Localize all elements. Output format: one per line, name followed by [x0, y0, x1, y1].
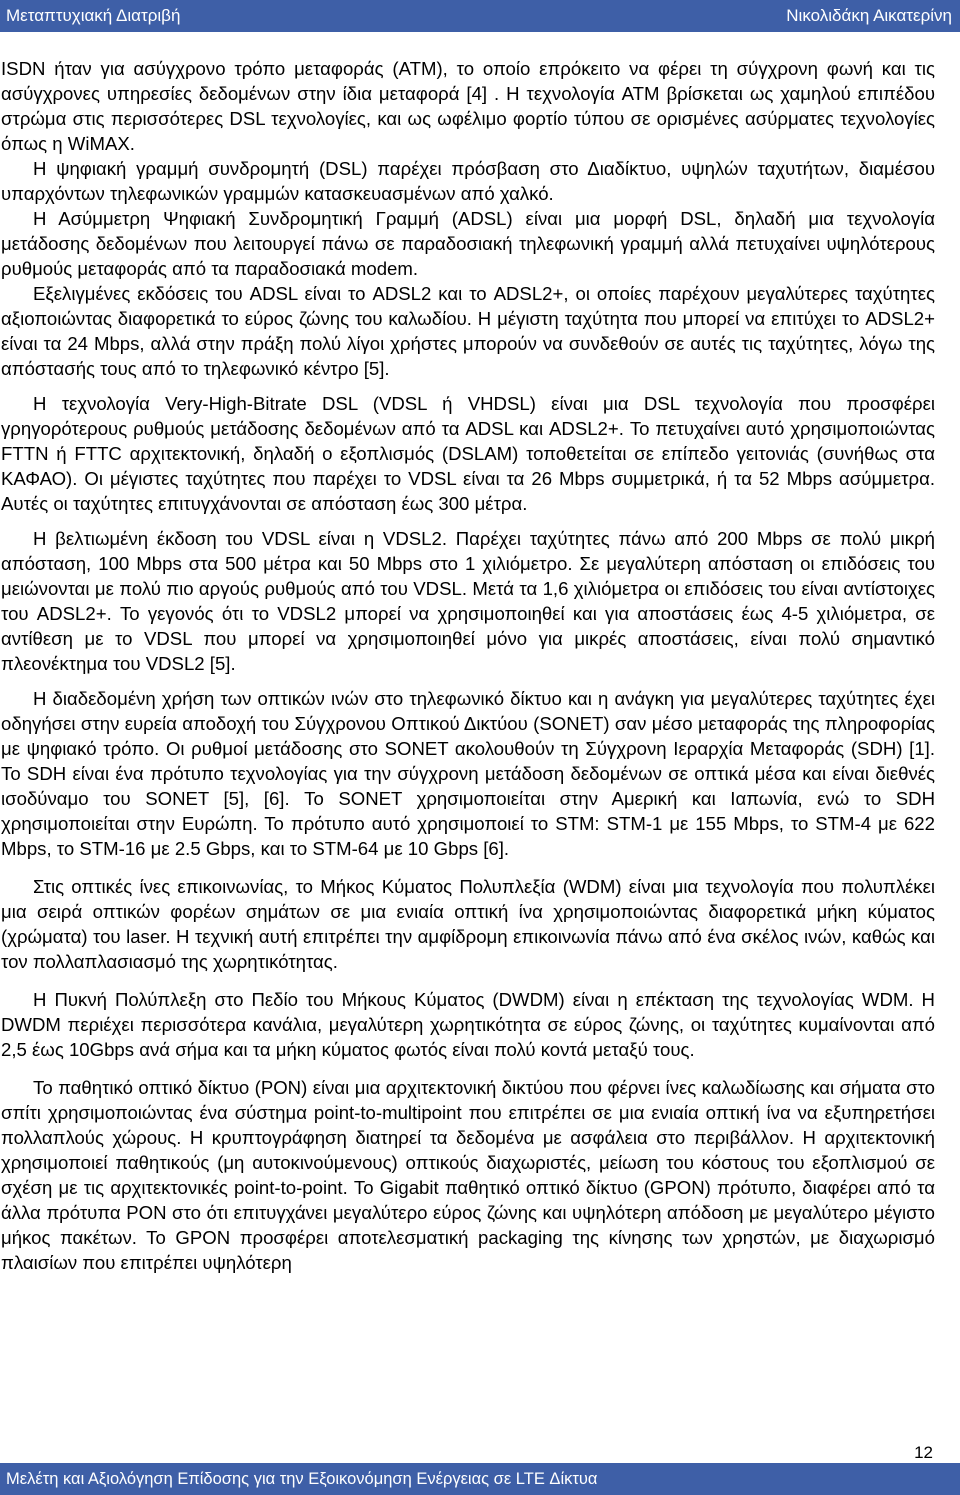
paragraph: ISDN ήταν για ασύγχρονο τρόπο μεταφοράς (ΑΤΜ), το οποίο επρόκειτο να φέρει τη σύγχρονη φωνή και τις ασύγχρονες υπηρεσίες δεδομένων στην ίδια μεταφορά [4] . Η τεχνολογία ATM βρίσκεται ως χαμηλού επιπέδου στρώμα στις περισσότερες DSL τεχνολογίες, και ως ωφέλιμο φορτίο τύπου σε ορισμένες ασύρματες τεχνολογίες όπως η WiMAX. [1, 58, 935, 154]
header-title-left: Μεταπτυχιακή Διατριβή [6, 6, 181, 25]
paragraph: Η Πυκνή Πολύπλεξη στο Πεδίο του Μήκους Κύματος (DWDM) είναι η επέκταση της τεχνολογίας WDM. Η DWDM περιέχει περισσότερα κανάλια, μεγαλύτερη χωρητικότητα σε εύρος ζώνης, οι ταχύτητες κυμαίνονται από 2,5 έως 10Gbps ανά σήμα και τα μήκη κύματος φωτός είναι πολύ κοντά μεταξύ τους. [1, 989, 935, 1060]
page-footer [0, 1463, 960, 1495]
paragraph: Η βελτιωμένη έκδοση του VDSL είναι η VDSL2. Παρέχει ταχύτητες πάνω από 200 Mbps σε πολύ μικρή απόσταση, 100 Mbps στα 500 μέτρα και 50 Mbps στο 1 χιλιόμετρο. Σε μεγαλύτερη απόσταση οι επιδόσεις του μειώνονται με πολύ πιο αργούς ρυθμούς από του VDSL. Μετά τα 1,6 χιλιόμετρα οι επιδόσεις του είναι αντίστοιχες του ADSL2+. Το γεγονός ότι το VDSL2 μπορεί να χρησιμοποιηθεί και για αποστάσεις έως 4-5 χιλιόμετρα, σε αντίθεση με το VDSL που μπορεί να χρησιμοποιηθεί μόνο για μικρές αποστάσεις, είναι πολύ σημαντικό πλεονέκτημα του VDSL2 [5]. [1, 528, 935, 674]
paragraph: Η ψηφιακή γραμμή συνδρομητή (DSL) παρέχει πρόσβαση στο Διαδίκτυο, υψηλών ταχυτήτων, διαμέσου υπαρχόντων τηλεφωνικών γραμμών κατασκευασμένων από χαλκό. [1, 158, 935, 204]
paragraph: Το παθητικό οπτικό δίκτυο (PON) είναι μια αρχιτεκτονική δικτύου που φέρνει ίνες καλωδίωσης και σήματα στο σπίτι χρησιμοποιώντας ένα σύστημα point-to-multipoint που επιτρέπει σε μια ενιαία οπτική ίνα να εξυπηρετήσει πολλαπλούς χώρους. Η κρυπτογράφηση διατηρεί τα δεδομένα με ασφάλεια στο περιβάλλον. Η αρχιτεκτονική χρησιμοποιεί παθητικούς (μη αυτοκινούμενους) οπτικούς διαχωριστές, μείωση του κόστους του εξοπλισμού σε σχέση με τις αρχιτεκτονικές point-to-point. Το Gigabit παθητικό οπτικό δίκτυο (GPON) πρότυπο, διαφέρει από τα άλλα πρότυπα PON στο ότι επιτυγχάνει μεγαλύτερο εύρος ζώνης και υψηλότερη απόδοση με μεγαλύτερο μέγιστο μήκος πακέτων. Το GPON προσφέρει αποτελεσματική packaging της κίνησης των χρηστών, με διαχωρισμό πλαισίων που επιτρέπει υψηλότερη [1, 1077, 935, 1273]
page-number: 12 [914, 1443, 933, 1462]
header-author-right: Νικολιδάκη Αικατερίνη [786, 6, 952, 25]
paragraph: Η διαδεδομένη χρήση των οπτικών ινών στο τηλεφωνικό δίκτυο και η ανάγκη για μεγαλύτερες ταχύτητες έχει οδηγήσει στην ευρεία αποδοχή του Σύγχρονου Οπτικού Δικτύου (SONET) σαν μέσο μεταφοράς της πληροφορίας με ψηφιακό τρόπο. Οι ρυθμοί μετάδοσης στο SONET ακολουθούν τη Σύγχρονη Ιεραρχία Μεταφοράς (SDH) [1]. Το SDH είναι ένα πρότυπο τεχνολογίας για την σύγχρονη μετάδοση δεδομένων σε οπτικά μέσα και είναι διεθνές ισοδύναμο του SONET [5], [6]. Το SONET χρησιμοποιείται στην Αμερική και Ιαπωνία, ενώ το SDH χρησιμοποιείται στην Ευρώπη. Το πρότυπο αυτό χρησιμοποιεί το STM: STM-1 με 155 Mbps, το STM-4 με 622 Mbps, το STM-16 με 2.5 Gbps, και το STM-64 με 10 Gbps [6]. [1, 688, 935, 859]
paragraph: Η τεχνολογία Very-High-Bitrate DSL (VDSL ή VHDSL) είναι μια DSL τεχνολογία που προσφέρει γρηγορότερους ρυθμούς μετάδοσης δεδομένων από τα ADSL και ADSL2+. Το πετυχαίνει αυτό χρησιμοποιώντας FTTN ή FTTC αρχιτεκτονική, δηλαδή ο εξοπλισμός (DSLAM) τοποθετείται σε επίπεδο γειτονιάς (συνήθως στα ΚΑΦΑΟ). Οι μέγιστες ταχύτητες που παρέχει το VDSL είναι τα 26 Mbps συμμετρικά, ή τα 52 Mbps ασύμμετρα. Αυτές οι ταχύτητες επιτυγχάνονται σε απόσταση έως 300 μέτρα. [1, 393, 935, 514]
paragraph: Η Ασύμμετρη Ψηφιακή Συνδρομητική Γραμμή (ADSL) είναι μια μορφή DSL, δηλαδή μια τεχνολογία μετάδοσης δεδομένων που λειτουργεί πάνω σε παραδοσιακή τηλεφωνική γραμμή αλλά πετυχαίνει υψηλότερους ρυθμούς μεταφοράς από τα παραδοσιακά modem. [1, 208, 935, 279]
paragraph: Στις οπτικές ίνες επικοινωνίας, το Μήκος Κύματος Πολυπλεξία (WDM) είναι μια τεχνολογία που πολυπλέκει μια σειρά οπτικών φορέων σημάτων σε μια ενιαία οπτική ίνα χρησιμοποιώντας διαφορετικά μήκη κύματος (χρώματα) του laser. Η τεχνική αυτή επιτρέπει την αμφίδρομη επικοινωνία πάνω από ένα σκέλος ινών, καθώς και τον πολλαπλασιασμό της χωρητικότητας. [1, 876, 935, 972]
footer-title: Μελέτη και Αξιολόγηση Επίδοσης για την Εξοικονόμηση Ενέργειας σε LTE Δίκτυα [6, 1469, 598, 1488]
page-header [0, 0, 960, 32]
document-body [1, 56, 935, 1275]
paragraph: Εξελιγμένες εκδόσεις του ADSL είναι το ADSL2 και το ADSL2+, οι οποίες παρέχουν μεγαλύτερες ταχύτητες αξιοποιώντας διαφορετικά το εύρος ζώνης του καλωδίου. Η μέγιστη ταχύτητα που μπορεί να επιτύχει το ADSL2+ είναι τα 24 Mbps, αλλά στην πράξη πολύ λίγοι χρήστες μπορούν να συνδεθούν σε αυτές τις ταχύτητες, λόγω της απόστασής τους από το τηλεφωνικό κέντρο [5]. [1, 283, 935, 379]
